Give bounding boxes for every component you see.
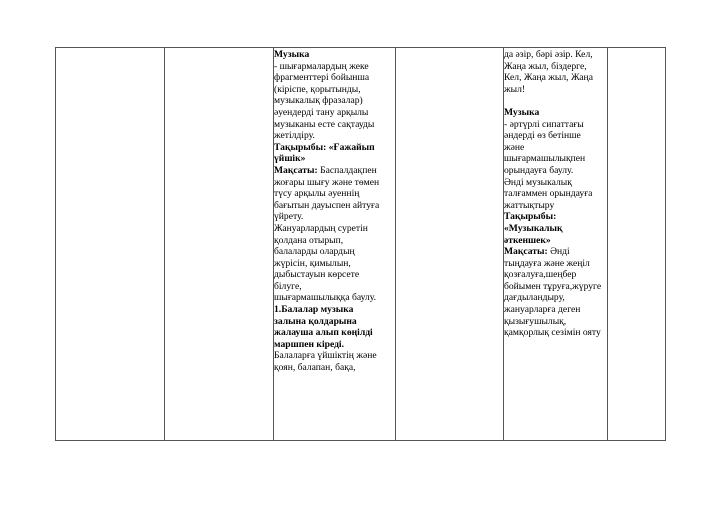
paragraph xyxy=(504,49,608,95)
cell-music-lesson-a xyxy=(274,49,394,374)
paragraph xyxy=(504,211,608,246)
cell-music-lesson-b xyxy=(504,49,608,339)
body-text: Баспалдақпен жоғары шығу және төмен түсу арқылы әуеннің бағытын дауыспен айтуға үйрету. xyxy=(274,164,380,223)
paragraph xyxy=(504,107,608,119)
bold-text: Музыка xyxy=(504,106,540,118)
paragraph xyxy=(274,223,394,304)
paragraph xyxy=(274,61,394,142)
paragraph-gap xyxy=(504,95,608,107)
paragraph xyxy=(504,119,608,212)
paragraph xyxy=(274,165,394,223)
paragraph xyxy=(274,350,394,373)
body-text: Әнді тыңдауға және жеңіл қозғалуға,шеңбер бойымен тұруға,жүруге дағдыландыру, жануарларға деген қызығушылық, қамқорлық сезімін ояту xyxy=(504,246,602,339)
paragraph xyxy=(274,304,394,350)
column-border-7 xyxy=(665,47,666,441)
body-text: - әртүрлі сипаттағы әндерді өз бетінше және шығармашылықпен орындауға баулу. Әнді музыкалық талғаммен орындауға жаттықтыру xyxy=(504,118,593,211)
table-top-border xyxy=(55,47,665,48)
body-text: да әзір, бәрі әзір. Кел, Жаңа жыл, біздерге, Кел, Жаңа жыл, Жаңа жыл! xyxy=(504,49,593,95)
body-text: Балаларға үйшіктің және қоян, балапан, бақа, xyxy=(274,350,377,374)
paragraph xyxy=(274,142,394,165)
column-border-2 xyxy=(164,47,165,441)
bold-text: Тақырыбы: «Ғажайып үйшік» xyxy=(274,141,375,165)
body-text: Жануарлардың суретін қолдана отырып, балаларды олардың жүрісін, қимылын, дыбыстауын көрсете білуге, шығармашылыққа баулу. xyxy=(274,222,377,304)
bold-text: Мақсаты: xyxy=(274,164,318,176)
bold-text: Музыка xyxy=(274,49,310,60)
column-border-1 xyxy=(55,47,56,441)
bold-text: Тақырыбы: «Музыкалық әткеншек» xyxy=(504,211,563,246)
bold-text: 1.Балалар музыка залына қолдарына жалауша алып көңілді маршпен кіреді. xyxy=(274,304,373,350)
paragraph xyxy=(504,246,608,339)
paragraph xyxy=(274,49,394,61)
body-text: - шығармалардың жеке фрагменттері бойынша (кіріспе, қорытынды, музыкалық фразалар) әуендерді тану арқылы музыканы есте сақтауды жетілдіру. xyxy=(274,60,375,142)
table-bottom-border xyxy=(55,440,665,441)
column-border-4 xyxy=(395,47,396,441)
bold-text: Мақсаты: xyxy=(504,246,548,258)
